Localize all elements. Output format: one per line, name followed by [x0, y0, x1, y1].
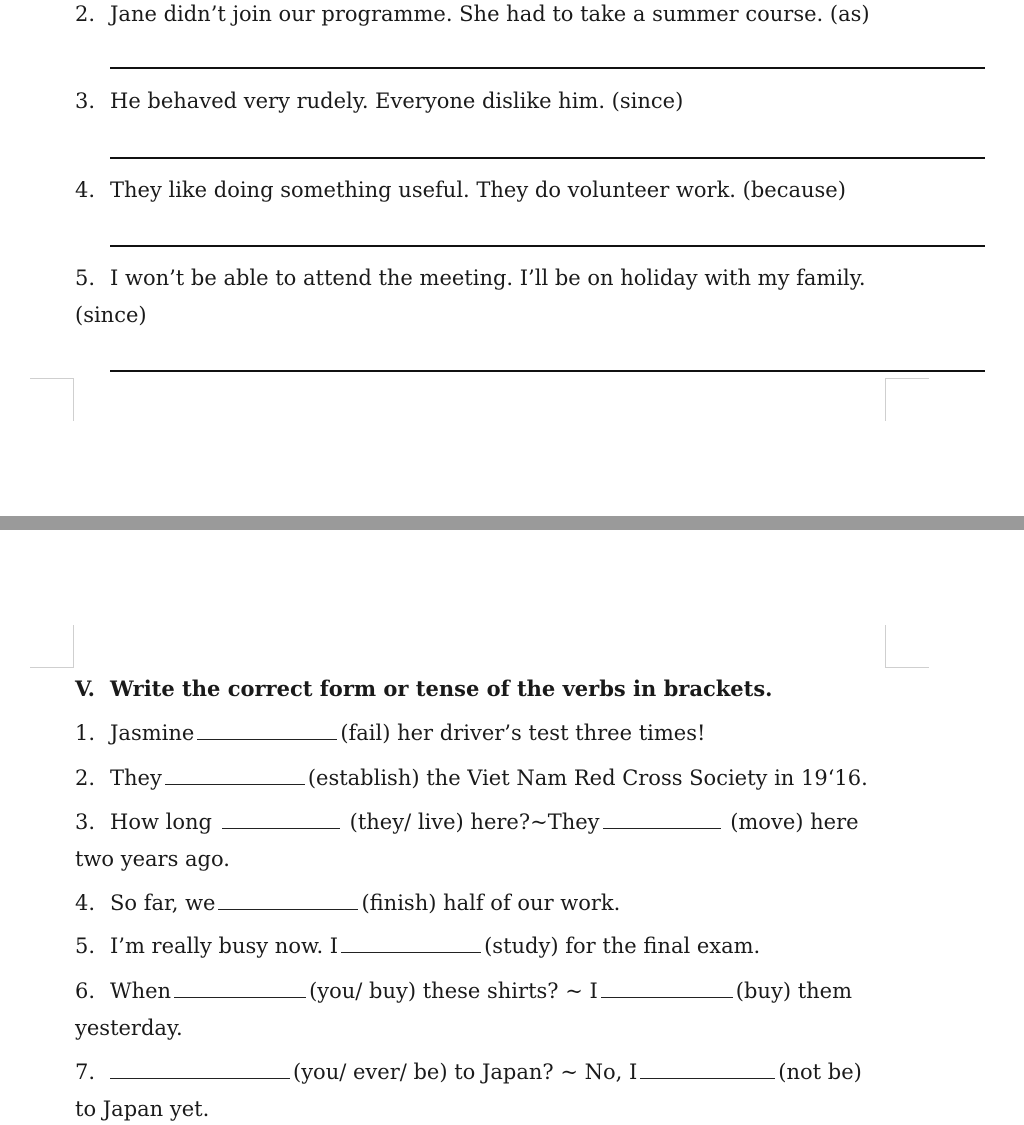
answer-line[interactable] [110, 67, 985, 69]
document-page-top [0, 0, 1024, 516]
item-number: 3. [75, 89, 96, 113]
answer-blank[interactable] [640, 1060, 775, 1079]
question-number: 1. [75, 721, 96, 745]
answer-blank[interactable] [218, 891, 358, 910]
question-text: (move) here [730, 810, 859, 834]
section-number: V. [75, 676, 95, 701]
margin-corner-mark [30, 378, 74, 421]
question-3 [110, 808, 859, 836]
question-text: (study) for the final exam. [484, 934, 761, 958]
question-1 [110, 719, 705, 747]
question-number: 2. [75, 766, 96, 790]
question-text: (buy) them [735, 979, 852, 1003]
question-6 [110, 977, 852, 1005]
answer-blank[interactable] [165, 766, 305, 785]
answer-blank[interactable] [222, 810, 340, 829]
question-text: (not be) [778, 1060, 862, 1084]
question-text: I’m really busy now. I [110, 934, 339, 958]
answer-line[interactable] [110, 370, 985, 372]
question-text: How long [110, 810, 212, 834]
question-text: (you/ ever/ be) to Japan? ~ No, I [293, 1060, 638, 1084]
answer-blank[interactable] [603, 810, 721, 829]
question-text: Jasmine [110, 721, 195, 745]
question-5 [110, 932, 760, 960]
answer-blank[interactable] [601, 979, 733, 998]
answer-line[interactable] [110, 157, 985, 159]
item-number: 2. [75, 2, 96, 26]
answer-blank[interactable] [341, 934, 481, 953]
item-number: 5. [75, 266, 96, 290]
question-7 [110, 1058, 862, 1086]
exercise-sentence: He behaved very rudely. Everyone dislike him. (since) [110, 89, 684, 113]
item-number: 4. [75, 178, 96, 202]
answer-line[interactable] [110, 245, 985, 247]
page-separator [0, 516, 1024, 530]
question-number: 4. [75, 891, 96, 915]
question-number: 5. [75, 934, 96, 958]
question-4 [110, 889, 620, 917]
question-text: (you/ buy) these shirts? ~ I [309, 979, 598, 1003]
answer-blank[interactable] [174, 979, 306, 998]
question-number: 6. [75, 979, 96, 1003]
question-text: They [110, 766, 162, 790]
question-text: (finish) half of our work. [361, 891, 621, 915]
margin-corner-mark [30, 625, 74, 668]
exercise-sentence-continuation: (since) [75, 303, 147, 327]
answer-blank[interactable] [197, 721, 337, 740]
margin-corner-mark [885, 625, 929, 668]
answer-blank[interactable] [110, 1060, 290, 1079]
question-number: 3. [75, 810, 96, 834]
question-2 [110, 764, 868, 792]
exercise-sentence: Jane didn’t join our programme. She had to take a summer course. (as) [110, 2, 870, 26]
section-heading: Write the correct form or tense of the verbs in brackets. [110, 676, 773, 701]
document-page-bottom [0, 530, 1024, 1125]
exercise-sentence: I won’t be able to attend the meeting. I’ll be on holiday with my family. [110, 266, 866, 290]
question-continuation: yesterday. [75, 1016, 183, 1040]
exercise-sentence: They like doing something useful. They do volunteer work. (because) [110, 178, 846, 202]
question-text: (establish) the Viet Nam Red Cross Society in 19‘16. [307, 766, 868, 790]
margin-corner-mark [885, 378, 929, 421]
question-text: (they/ live) here?~They [349, 810, 600, 834]
question-text: When [110, 979, 172, 1003]
question-number: 7. [75, 1060, 96, 1084]
question-text: (fail) her driver’s test three times! [340, 721, 706, 745]
question-text: So far, we [110, 891, 216, 915]
question-continuation: two years ago. [75, 847, 230, 871]
question-continuation: to Japan yet. [75, 1097, 210, 1121]
